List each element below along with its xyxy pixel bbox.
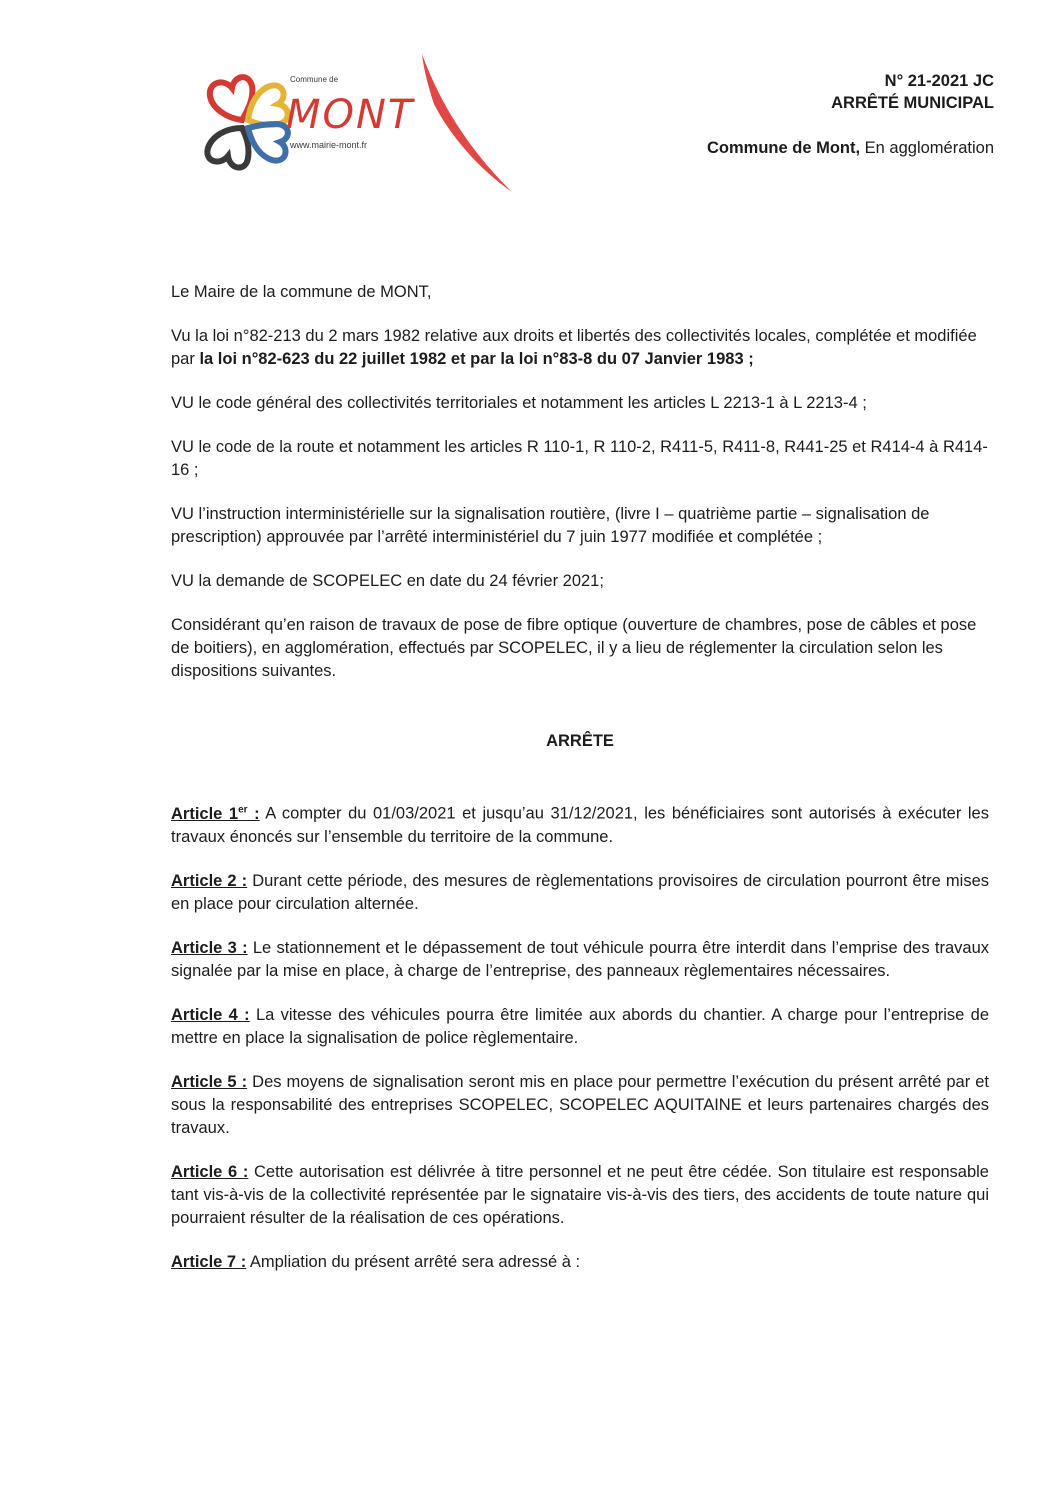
article-5 [171,1071,989,1140]
decree-type: ARRÊTÉ MUNICIPAL [831,94,994,112]
article-4-text: La vitesse des véhicules pourra être limitée aux abords du chantier. A charge pour l’entreprise de mettre en place la signalisation de police règlementaire. [171,1005,990,1047]
article-7 [171,1251,989,1274]
article-2-label: Article 2 : [171,871,248,890]
article-2 [171,870,989,916]
article-4 [171,1004,989,1050]
article-3 [171,937,989,983]
article-7-text: Ampliation du présent arrêté sera adressé à : [246,1252,581,1271]
article-5-text: Des moyens de signalisation seront mis en place pour permettre l’exécution du présent arrêté par et sous la responsabilité des entreprises SCOPELEC, SCOPELEC AQUITAINE et leurs partenaires chargés des travaux. [171,1072,989,1137]
vu-paragraph-5: VU la demande de SCOPELEC en date du 24 février 2021; [171,572,604,590]
considerant-paragraph: Considérant qu’en raison de travaux de pose de fibre optique (ouverture de chambres, pose de câbles et pose de boitiers), en agglomération, effectués par SCOPELEC, il y a lieu de réglementer la circulation selon les dispositions suivantes. [171,616,977,680]
article-5-label: Article 5 : [171,1072,248,1091]
logo-name: MONT [286,92,415,138]
article-1-label: Article 1er : [171,804,260,823]
article-6-text: Cette autorisation est délivrée à titre personnel et ne peut être cédée. Son titulaire est responsable tant vis-à-vis de la collectivité représentée par le signataire vis-à-vis des tiers, des accidents de toute nature qui pourraient résulter de la réalisation de ces opérations. [171,1162,989,1227]
vu-paragraph-3: VU le code de la route et notamment les articles R 110-1, R 110-2, R411-5, R411-8, R441-25 et R414-4 à R414-16 ; [171,438,988,479]
commune-location: En agglomération [860,139,994,157]
intro-paragraph: Le Maire de la commune de MONT, [171,283,432,301]
vu-paragraph-1 [171,325,989,371]
red-swoosh-shape [422,54,512,192]
article-3-label: Article 3 : [171,938,248,957]
heart-dark-shape [207,128,248,168]
article-6-label: Article 6 : [171,1162,249,1181]
article-6 [171,1161,989,1230]
article-4-label: Article 4 : [171,1005,250,1024]
vu-paragraph-4: VU l’instruction interministérielle sur la signalisation routière, (livre I – quatrième partie – signalisation de prescription) approuvée par l’arrêté interministériel du 7 juin 1977 modifiée et complétée ; [171,505,930,546]
document-body [171,281,989,1295]
article-2-text: Durant cette période, des mesures de règlementations provisoires de circulation pourront être mises en place pour circulation alternée. [171,871,989,913]
commune-name: Commune de Mont, [707,139,861,157]
commune-logo [186,52,526,212]
vu-1-bold-text: la loi n°82-623 du 22 juillet 1982 et par la loi n°83-8 du 07 Janvier 1983 ; [199,350,754,368]
heart-red-shape [210,77,253,120]
article-1-text: A compter du 01/03/2021 et jusqu’au 31/12/2021, les bénéficiaires sont autorisés à exécuter les travaux énoncés sur l’ensemble du territoire de la commune. [171,804,989,846]
heart-blue-shape [248,124,288,161]
article-7-label: Article 7 : [171,1252,247,1271]
decree-number: N° 21-2021 JC [884,72,994,90]
logo-url: www.mairie-mont.fr [290,140,368,150]
logo-small-text: Commune de [290,75,339,84]
vu-1-text: Vu la loi n°82-213 du 2 mars 1982 relative aux droits et libertés des collectivités locales, complétée et modifiée par [171,327,977,368]
commune-line [707,137,994,159]
document-header [707,70,994,159]
arrete-title: ARRÊTE [546,732,614,750]
article-3-text: Le stationnement et le dépassement de tout véhicule pourra être interdit dans l’emprise des travaux signalée par la mise en place, à charge de l’entreprise, des panneaux règlementaires nécessaires. [171,938,989,980]
article-1 [171,798,989,849]
vu-paragraph-2: VU le code général des collectivités territoriales et notamment les articles L 2213-1 à L 2213-4 ; [171,394,867,412]
